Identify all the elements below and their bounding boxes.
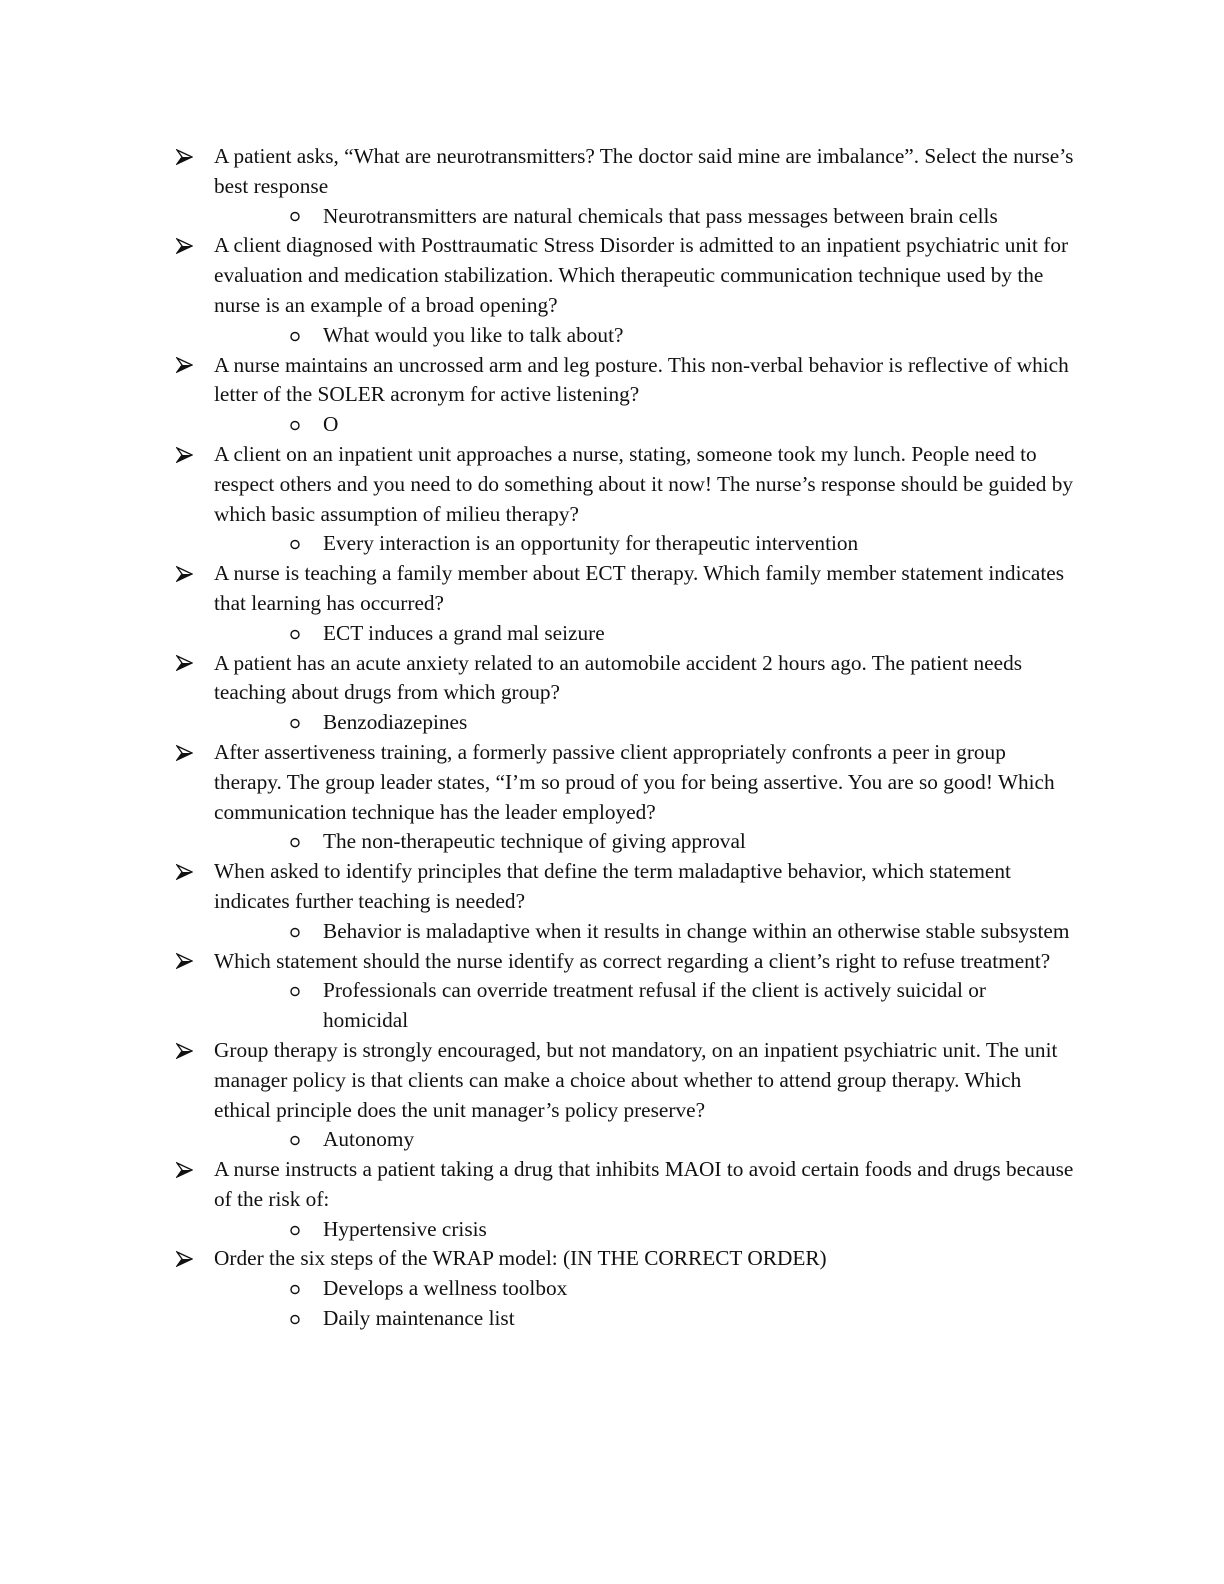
answer-item: [285, 410, 1076, 440]
answer-item: [285, 976, 1076, 1036]
arrowhead-bullet-icon: [176, 351, 198, 381]
answer-item: [285, 1274, 1076, 1304]
answer-text: ECT induces a grand mal seizure: [323, 620, 605, 645]
question-item: [176, 738, 1076, 857]
answer-list: [214, 410, 1076, 440]
question-item: [176, 1244, 1076, 1333]
question-list: [176, 142, 1076, 1334]
answer-text: Neurotransmitters are natural chemicals that pass messages between brain cells: [323, 203, 998, 228]
question-item: [176, 857, 1076, 946]
answer-text: Daily maintenance list: [323, 1306, 515, 1331]
hollow-circle-bullet-icon: [289, 1304, 303, 1334]
question-item: [176, 559, 1076, 648]
arrowhead-bullet-icon: [176, 1036, 198, 1066]
answer-list: [214, 202, 1076, 232]
answer-list: [214, 976, 1076, 1036]
question-text: When asked to identify principles that define the term maladaptive behavior, which statement indicates further teaching is needed?: [214, 859, 1011, 913]
arrowhead-bullet-icon: [176, 231, 198, 261]
answer-list: [214, 321, 1076, 351]
question-text: A nurse is teaching a family member about ECT therapy. Which family member statement indicates that learning has occurred?: [214, 561, 1065, 615]
question-item: [176, 947, 1076, 1036]
question-text: Order the six steps of the WRAP model: (IN THE CORRECT ORDER): [214, 1246, 827, 1271]
answer-item: [285, 529, 1076, 559]
hollow-circle-bullet-icon: [289, 410, 303, 440]
answer-item: [285, 321, 1076, 351]
hollow-circle-bullet-icon: [289, 529, 303, 559]
answer-text: What would you like to talk about?: [323, 322, 624, 347]
answer-item: [285, 1125, 1076, 1155]
answer-text: The non-therapeutic technique of giving approval: [323, 829, 746, 854]
question-item: [176, 649, 1076, 738]
arrowhead-bullet-icon: [176, 649, 198, 679]
answer-list: [214, 1215, 1076, 1245]
answer-item: [285, 619, 1076, 649]
question-text: Which statement should the nurse identify as correct regarding a client’s right to refuse treatment?: [214, 948, 1051, 973]
answer-list: [214, 529, 1076, 559]
hollow-circle-bullet-icon: [289, 976, 303, 1006]
arrowhead-bullet-icon: [176, 142, 198, 172]
hollow-circle-bullet-icon: [289, 1274, 303, 1304]
answer-item: [285, 202, 1076, 232]
hollow-circle-bullet-icon: [289, 1215, 303, 1245]
answer-text: Every interaction is an opportunity for therapeutic intervention: [323, 531, 859, 556]
hollow-circle-bullet-icon: [289, 917, 303, 947]
arrowhead-bullet-icon: [176, 1244, 198, 1274]
question-text: After assertiveness training, a formerly passive client appropriately confronts a peer in group therapy. The group leader states, “I’m so proud of you for being assertive. You are so good! Which communication technique has the leader employed?: [214, 739, 1055, 824]
answer-text: Hypertensive crisis: [323, 1216, 487, 1241]
hollow-circle-bullet-icon: [289, 321, 303, 351]
question-item: [176, 1155, 1076, 1244]
answer-item: [285, 708, 1076, 738]
question-text: Group therapy is strongly encouraged, but not mandatory, on an inpatient psychiatric unit. The unit manager policy is that clients can make a choice about whether to attend group therapy. Which ethical principle does the unit manager’s policy preserve?: [214, 1037, 1058, 1122]
question-item: [176, 440, 1076, 559]
answer-item: [285, 917, 1076, 947]
hollow-circle-bullet-icon: [289, 1125, 303, 1155]
answer-list: [214, 708, 1076, 738]
question-item: [176, 231, 1076, 350]
answer-item: [285, 1215, 1076, 1245]
question-item: [176, 351, 1076, 440]
question-text: A patient asks, “What are neurotransmitters? The doctor said mine are imbalance”. Select the nurse’s best response: [214, 144, 1074, 198]
answer-text: Behavior is maladaptive when it results in change within an otherwise stable subsystem: [323, 918, 1070, 943]
arrowhead-bullet-icon: [176, 440, 198, 470]
arrowhead-bullet-icon: [176, 1155, 198, 1185]
question-text: A patient has an acute anxiety related to an automobile accident 2 hours ago. The patient needs teaching about drugs from which group?: [214, 650, 1023, 705]
question-text: A client on an inpatient unit approaches a nurse, stating, someone took my lunch. People need to respect others and you need to do something about it now! The nurse’s response should be guided by which basic assumption of milieu therapy?: [214, 441, 1074, 526]
hollow-circle-bullet-icon: [289, 708, 303, 738]
answer-text: Develops a wellness toolbox: [323, 1276, 568, 1301]
answer-item: [285, 827, 1076, 857]
question-item: [176, 142, 1076, 231]
question-text: A nurse instructs a patient taking a drug that inhibits MAOI to avoid certain foods and drugs because of the risk of:: [214, 1157, 1074, 1211]
answer-text: O: [323, 412, 339, 437]
arrowhead-bullet-icon: [176, 559, 198, 589]
arrowhead-bullet-icon: [176, 738, 198, 768]
question-item: [176, 1036, 1076, 1155]
hollow-circle-bullet-icon: [289, 619, 303, 649]
hollow-circle-bullet-icon: [289, 202, 303, 232]
arrowhead-bullet-icon: [176, 857, 198, 887]
answer-list: [214, 917, 1076, 947]
hollow-circle-bullet-icon: [289, 827, 303, 857]
answer-text: Professionals can override treatment refusal if the client is actively suicidal or homicidal: [323, 978, 986, 1033]
answer-text: Autonomy: [323, 1127, 415, 1152]
arrowhead-bullet-icon: [176, 947, 198, 977]
answer-list: [214, 827, 1076, 857]
answer-text: Benzodiazepines: [323, 710, 468, 735]
question-text: A client diagnosed with Posttraumatic Stress Disorder is admitted to an inpatient psychiatric unit for evaluation and medication stabilization. Which therapeutic communication technique used by the nurse is an example of a broad opening?: [214, 233, 1069, 317]
answer-list: [214, 1274, 1076, 1334]
answer-list: [214, 619, 1076, 649]
question-text: A nurse maintains an uncrossed arm and leg posture. This non-verbal behavior is reflective of which letter of the SOLER acronym for active listening?: [214, 352, 1069, 407]
answer-item: [285, 1304, 1076, 1334]
answer-list: [214, 1125, 1076, 1155]
